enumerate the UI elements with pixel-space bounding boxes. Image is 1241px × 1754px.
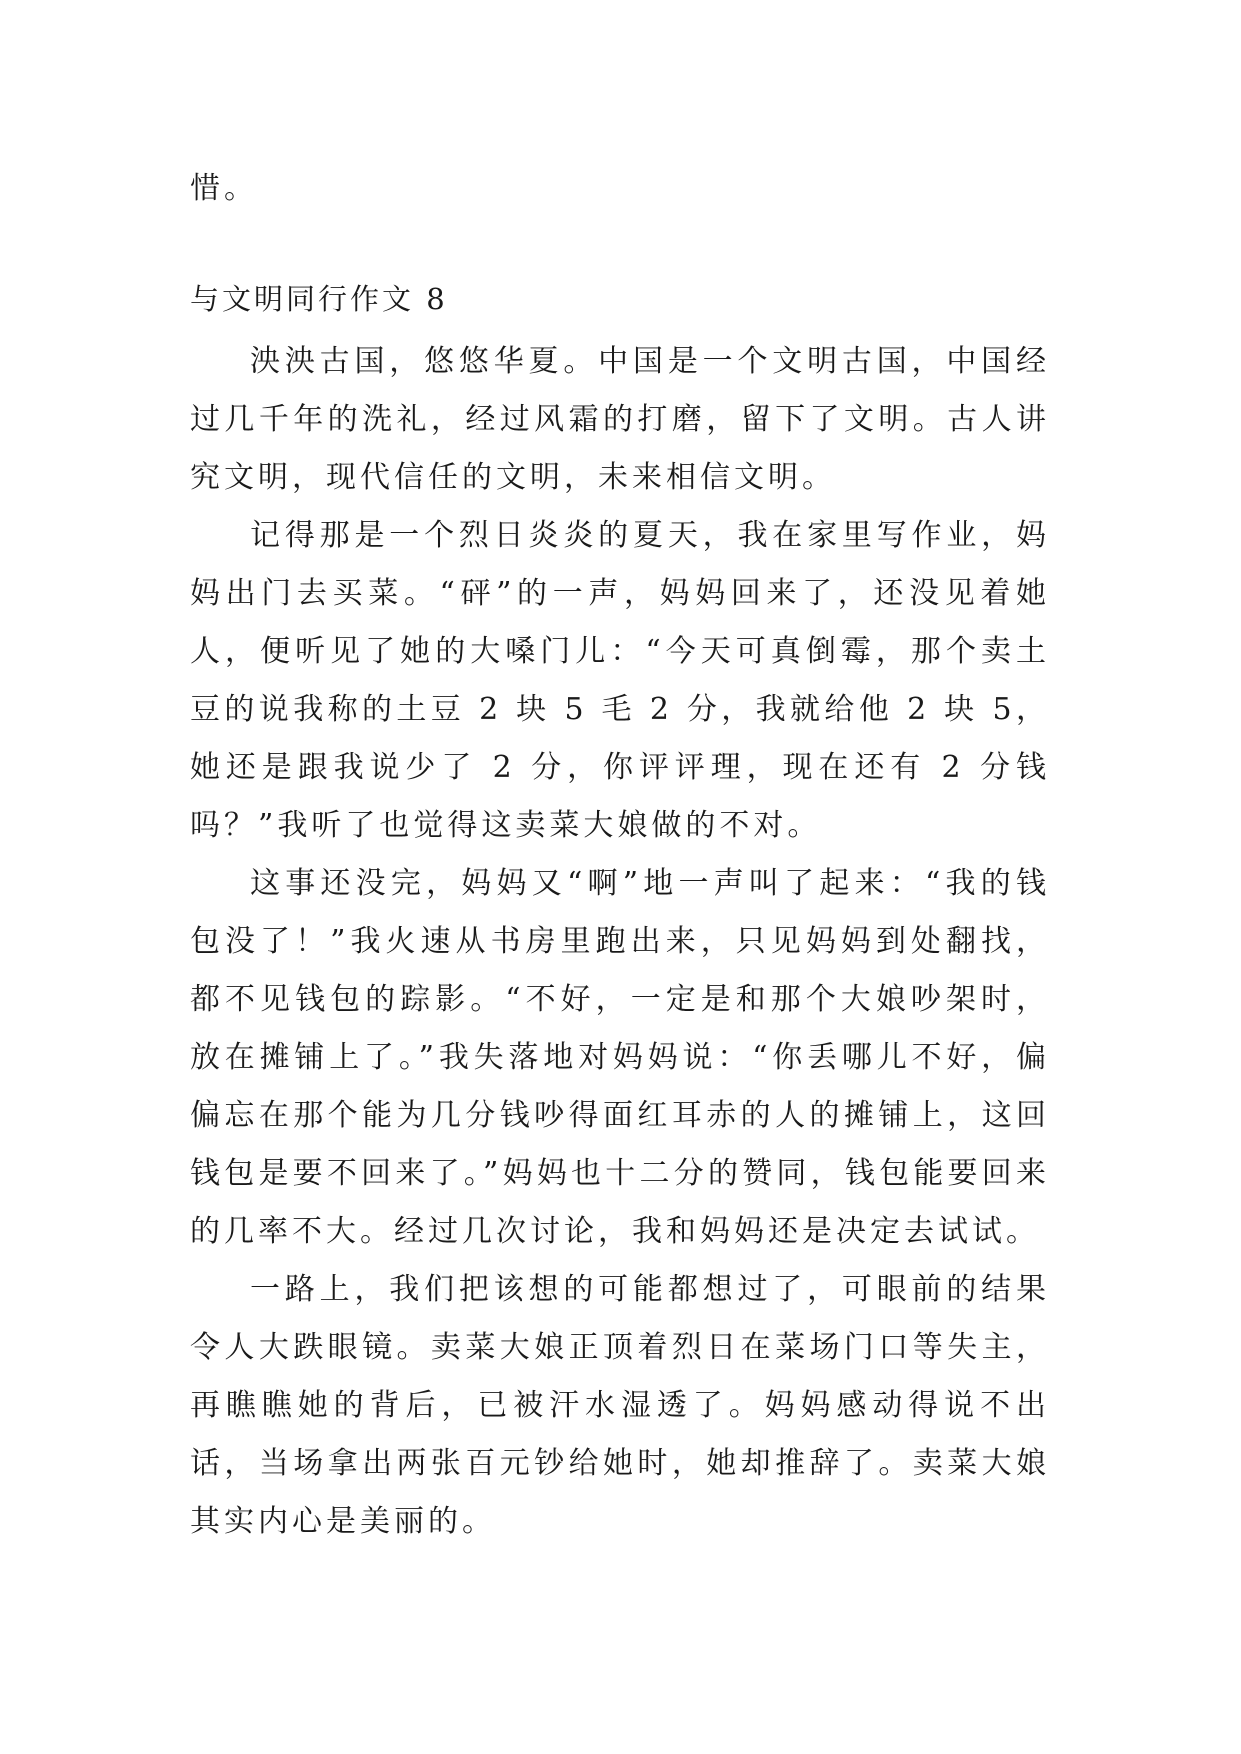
previous-paragraph-ending: 惜。: [190, 171, 258, 206]
paragraph-1: 泱泱古国，悠悠华夏。中国是一个文明古国，中国经过几千年的洗礼，经过风霜的打磨，留下了文明。古人讲究文明，现代信任的文明，未来相信文明。: [190, 344, 1050, 495]
essay-body: [190, 333, 1050, 1551]
paragraph-4: 一路上，我们把该想的可能都想过了，可眼前的结果令人大跌眼镜。卖菜大娘正顶着烈日在菜场门口等失主，再瞧瞧她的背后，已被汗水湿透了。妈妈感动得说不出话，当场拿出两张百元钞给她时，她却推辞了。卖菜大娘其实内心是美丽的。: [190, 1272, 1050, 1539]
essay-title: 与文明同行作文 8: [190, 282, 448, 316]
paragraph-3: 这事还没完，妈妈又“啊”地一声叫了起来：“我的钱包没了！”我火速从书房里跑出来，只见妈妈到处翻找，都不见钱包的踪影。“不好，一定是和那个大娘吵架时，放在摊铺上了。”我失落地对妈妈说：“你丢哪儿不好，偏偏忘在那个能为几分钱吵得面红耳赤的人的摊铺上，这回钱包是要不回来了。”妈妈也十二分的赞同，钱包能要回来的几率不大。经过几次讨论，我和妈妈还是决定去试试。: [190, 866, 1050, 1249]
paragraph-2: 记得那是一个烈日炎炎的夏天，我在家里写作业，妈妈出门去买菜。“砰”的一声，妈妈回来了，还没见着她人，便听见了她的大嗓门儿：“今天可真倒霉，那个卖土豆的说我称的土豆 2 块 5 毛 2 分，我就给他 2 块 5，她还是跟我说少了 2 分，你评评理，现在还有 2 分钱吗？”我听了也觉得这卖菜大娘做的不对。: [190, 518, 1050, 843]
